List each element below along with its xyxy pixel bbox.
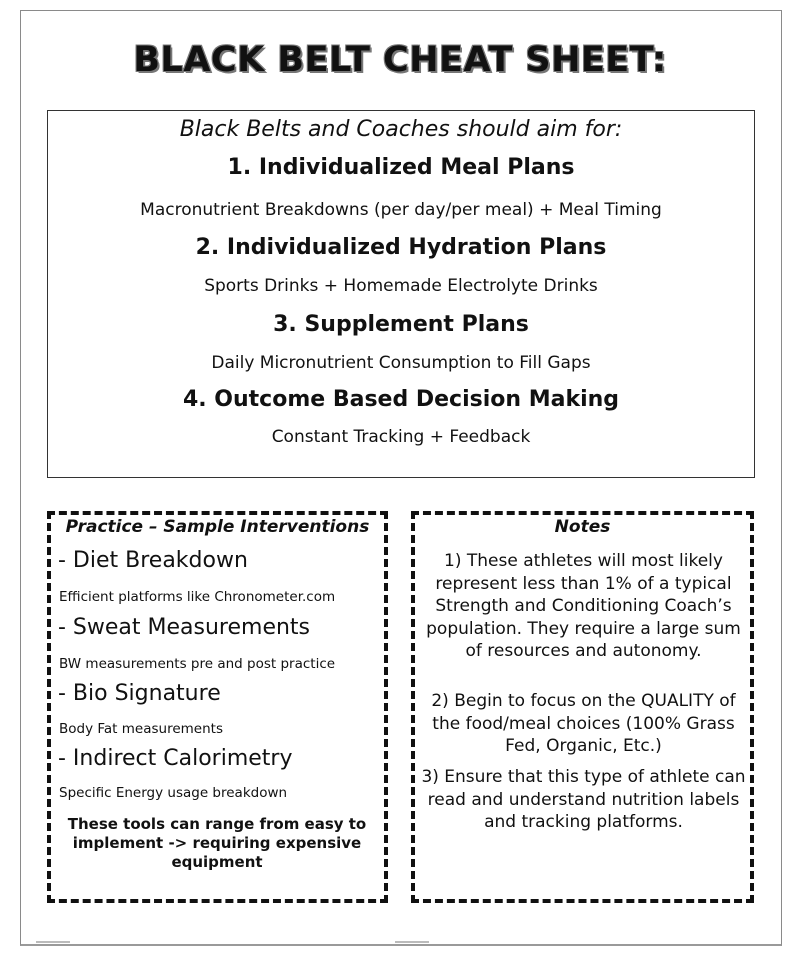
aim-detail-decision-making: Constant Tracking + Feedback [271,427,531,447]
notes-heading: Notes [554,517,611,537]
practice-item-desc: Specific Energy usage breakdown [59,785,288,801]
practice-item-title: - Sweat Measurements [58,615,311,640]
practice-item-desc: BW measurements pre and post practice [59,656,336,672]
aim-heading-hydration: 2. Individualized Hydration Plans [195,235,607,260]
aim-section [47,110,755,478]
aim-heading-meal-plans: 1. Individualized Meal Plans [227,155,575,180]
aim-lead: Black Belts and Coaches should aim for: [179,117,623,142]
practice-item-desc: Efficient platforms like Chronometer.com [59,589,336,605]
page-edge-mark [395,941,429,943]
practice-footer-note: These tools can range from easy to implement -> requiring expensive equipment [67,815,367,871]
note-item: 2) Begin to focus on the QUALITY of the food/meal choices (100% Grass Fed, Organic, Etc.) [431,691,736,756]
aim-detail-hydration: Sports Drinks + Homemade Electrolyte Drinks [204,276,598,296]
practice-item-title: - Indirect Calorimetry [58,746,293,771]
practice-box [47,511,388,903]
aim-heading-supplements: 3. Supplement Plans [273,312,529,337]
practice-heading: Practice – Sample Interventions [65,517,370,537]
aim-detail-supplements: Daily Micronutrient Consumption to Fill Gaps [211,353,591,373]
practice-item-desc: Body Fat measurements [59,721,223,737]
practice-item-title: - Diet Breakdown [58,548,248,573]
note-item: 3) Ensure that this type of athlete can read and understand nutrition labels and tracking platforms. [421,767,746,832]
aim-heading-decision-making: 4. Outcome Based Decision Making [182,387,620,412]
page-edge-mark [36,941,70,943]
aim-detail-meal-plans: Macronutrient Breakdowns (per day/per meal) + Meal Timing [140,200,662,220]
notes-box [411,511,754,903]
note-item: 1) These athletes will most likely represent less than 1% of a typical Strength and Conditioning Coach’s population. They require a large sum of resources and autonomy. [426,551,741,661]
practice-item-title: - Bio Signature [58,681,221,706]
page-title: BLACK BELT CHEAT SHEET: [133,40,667,80]
